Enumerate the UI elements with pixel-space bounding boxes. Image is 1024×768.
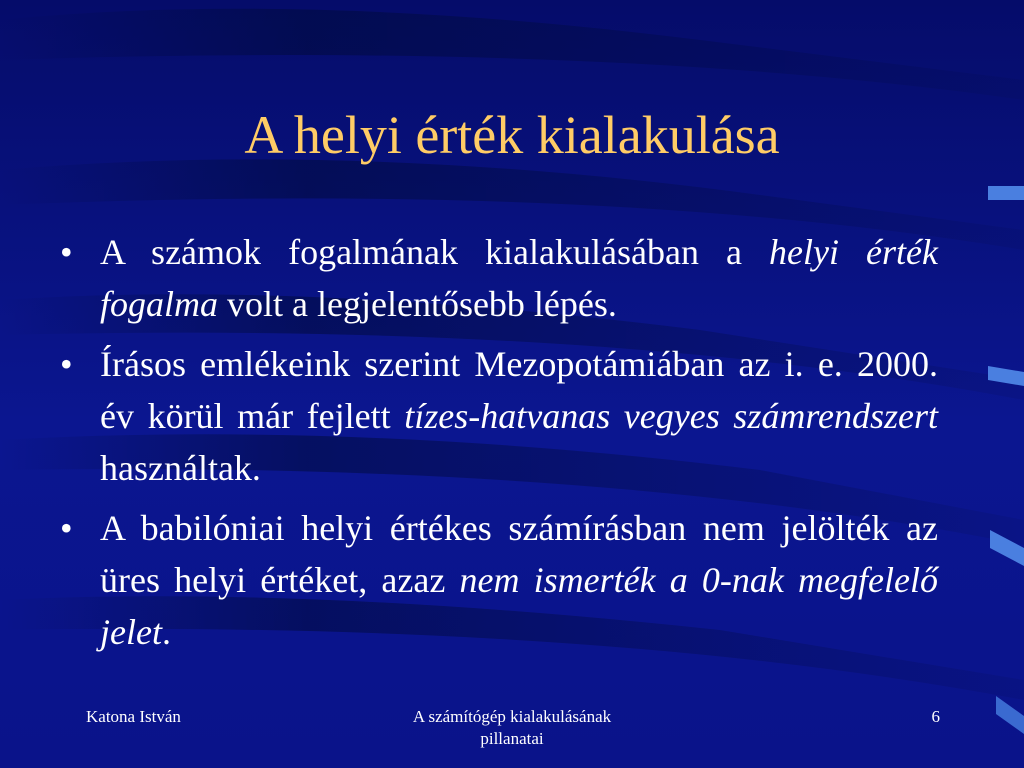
footer-title-line: A számítógép kialakulásának [412, 707, 612, 726]
bullet-text: Írásos emlékeink szerint Mezopotámiában az i. e. 2000. év körül már fejlett [100, 344, 938, 436]
bullet-emphasis: tízes-hatvanas vegyes számrendszert [404, 396, 938, 436]
bullet-list [60, 226, 938, 666]
footer-author: Katona István [86, 707, 181, 726]
bullet-text: volt a legjelentősebb lépés. [218, 284, 617, 324]
right-edge-stripe [996, 696, 1024, 734]
bullet-text: A babilóniai helyi értékes számírásban nem jelölték az üres helyi értéket, azaz [100, 508, 938, 600]
bullet-icon: • [60, 508, 73, 548]
footer-presentation-title [362, 706, 662, 750]
slide-title: A helyi érték kialakulása [244, 105, 780, 165]
bullet-text: A számok fogalmának kialakulásában a [100, 232, 770, 272]
bullet-text: használtak. [100, 448, 261, 488]
bullet-emphasis: helyi érték fogalma [100, 232, 938, 324]
bullet-text: . [161, 612, 171, 652]
footer-page-number: 6 [931, 707, 940, 726]
bullet-item [60, 226, 938, 330]
bullet-item [60, 338, 938, 494]
bullet-item [60, 502, 938, 658]
bullet-icon: • [60, 344, 73, 384]
right-edge-stripe [988, 186, 1024, 200]
bullet-icon: • [60, 232, 73, 272]
bullet-emphasis: nem ismerték a 0-nak megfelelő jelet [100, 560, 938, 652]
background-shadow-band [0, 9, 1024, 100]
footer-title-line: pillanatai [480, 729, 544, 748]
